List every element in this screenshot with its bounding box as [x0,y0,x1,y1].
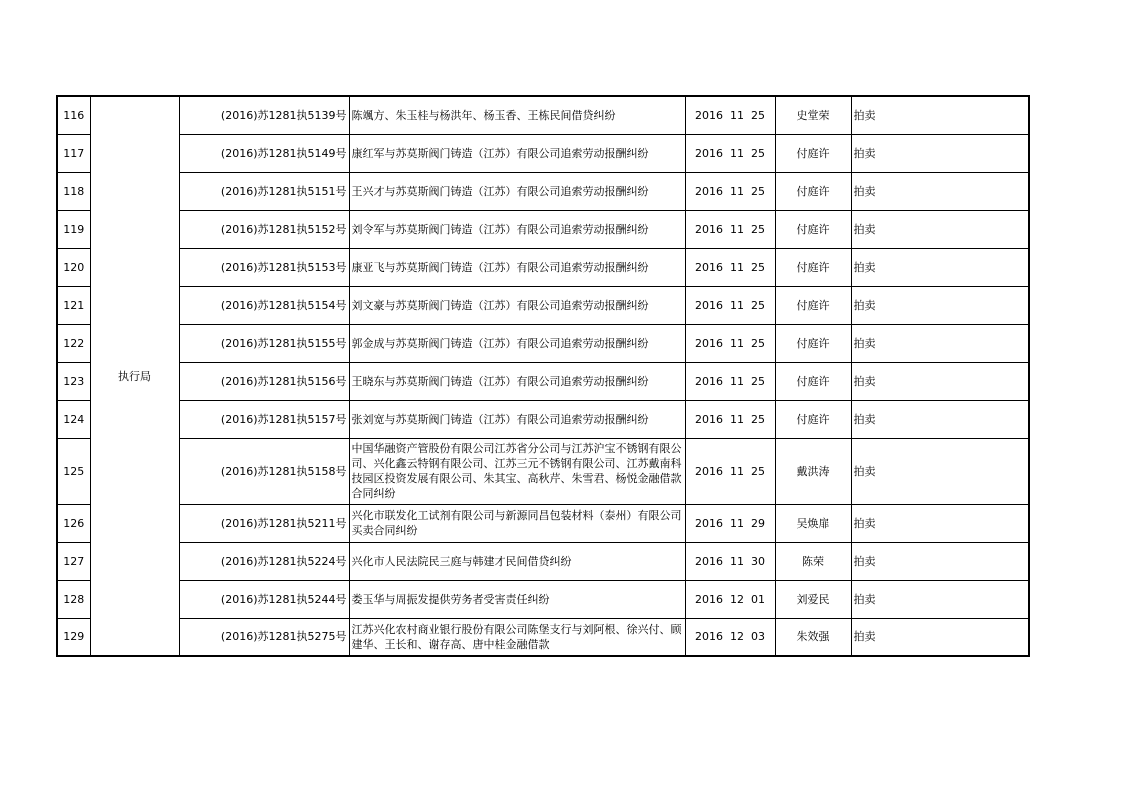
case-number: (2016)苏1281执5224号 [179,542,349,580]
case-cause [349,172,685,210]
case-cause [349,210,685,248]
case-number: (2016)苏1281执5152号 [179,210,349,248]
case-number: (2016)苏1281执5157号 [179,400,349,438]
filing-date: 2016 11 25 [685,400,775,438]
case-number: (2016)苏1281执5155号 [179,324,349,362]
row-number: 117 [57,134,90,172]
case-cause-text: 江苏兴化农村商业银行股份有限公司陈堡支行与刘阿根、徐兴付、顾建华、王长和、谢存高、唐中桂金融借款 [351,622,682,651]
table-row [57,504,1029,542]
case-cause-text: 兴化市人民法院民三庭与韩建才民间借贷纠纷 [351,554,572,568]
case-cause-text: 刘令军与苏莫斯阀门铸造（江苏）有限公司追索劳动报酬纠纷 [351,222,649,236]
case-cause-text: 陈颯方、朱玉桂与杨洪年、杨玉香、王栋民间借贷纠纷 [351,108,616,122]
case-number: (2016)苏1281执5158号 [179,438,349,504]
judge-name: 付庭许 [775,362,851,400]
disposal-method: 拍卖 [851,542,1029,580]
filing-date: 2016 11 25 [685,324,775,362]
filing-date: 2016 11 25 [685,134,775,172]
row-number: 123 [57,362,90,400]
department-cell: 执行局 [90,96,179,656]
disposal-method: 拍卖 [851,248,1029,286]
case-table [56,95,1030,657]
table-row [57,286,1029,324]
case-number: (2016)苏1281执5139号 [179,96,349,134]
disposal-method: 拍卖 [851,134,1029,172]
table-row [57,400,1029,438]
case-cause [349,286,685,324]
case-cause-text: 王兴才与苏莫斯阀门铸造（江苏）有限公司追索劳动报酬纠纷 [351,184,649,198]
filing-date: 2016 11 25 [685,438,775,504]
table-row [57,134,1029,172]
case-cause [349,504,685,542]
case-cause [349,248,685,286]
judge-name: 史堂荣 [775,96,851,134]
case-cause [349,438,685,504]
judge-name: 付庭许 [775,286,851,324]
row-number: 120 [57,248,90,286]
filing-date: 2016 11 25 [685,286,775,324]
table-row [57,580,1029,618]
judge-name: 付庭许 [775,400,851,438]
table-row [57,210,1029,248]
row-number: 122 [57,324,90,362]
case-cause-text: 康红军与苏莫斯阀门铸造（江苏）有限公司追索劳动报酬纠纷 [351,146,649,160]
row-number: 125 [57,438,90,504]
judge-name: 付庭许 [775,248,851,286]
row-number: 119 [57,210,90,248]
case-cause [349,324,685,362]
filing-date: 2016 11 30 [685,542,775,580]
judge-name: 付庭许 [775,324,851,362]
case-cause [349,618,685,656]
table-row [57,324,1029,362]
filing-date: 2016 12 01 [685,580,775,618]
case-cause-text: 王晓东与苏莫斯阀门铸造（江苏）有限公司追索劳动报酬纠纷 [351,374,649,388]
disposal-method: 拍卖 [851,96,1029,134]
filing-date: 2016 11 25 [685,96,775,134]
case-cause-text: 中国华融资产管股份有限公司江苏省分公司与江苏沪宝不锈钢有限公司、兴化鑫云特钢有限公司、江苏三元不锈钢有限公司、江苏戴南科技园区投资发展有限公司、朱其宝、高秋芹、朱雪君、杨悦金融借款合同纠纷 [351,442,682,500]
disposal-method: 拍卖 [851,172,1029,210]
case-number: (2016)苏1281执5156号 [179,362,349,400]
disposal-method: 拍卖 [851,362,1029,400]
row-number: 121 [57,286,90,324]
judge-name: 刘爱民 [775,580,851,618]
case-cause [349,362,685,400]
table-row [57,618,1029,656]
row-number: 124 [57,400,90,438]
case-number: (2016)苏1281执5149号 [179,134,349,172]
case-cause [349,400,685,438]
case-cause-text: 娄玉华与周振发提供劳务者受害责任纠纷 [351,592,550,606]
row-number: 128 [57,580,90,618]
case-number: (2016)苏1281执5153号 [179,248,349,286]
disposal-method: 拍卖 [851,324,1029,362]
table-row [57,438,1029,504]
row-number: 118 [57,172,90,210]
filing-date: 2016 11 25 [685,362,775,400]
table-row [57,362,1029,400]
row-number: 126 [57,504,90,542]
case-cause [349,134,685,172]
filing-date: 2016 11 25 [685,248,775,286]
case-cause-text: 张刘宽与苏莫斯阀门铸造（江苏）有限公司追索劳动报酬纠纷 [351,412,649,426]
case-cause [349,580,685,618]
disposal-method: 拍卖 [851,438,1029,504]
case-cause-text: 刘文豪与苏莫斯阀门铸造（江苏）有限公司追索劳动报酬纠纷 [351,298,649,312]
judge-name: 吴焕扉 [775,504,851,542]
filing-date: 2016 11 25 [685,172,775,210]
table-row [57,172,1029,210]
disposal-method: 拍卖 [851,618,1029,656]
case-number: (2016)苏1281执5211号 [179,504,349,542]
judge-name: 陈荣 [775,542,851,580]
disposal-method: 拍卖 [851,504,1029,542]
table-row [57,542,1029,580]
table-row [57,248,1029,286]
judge-name: 朱效强 [775,618,851,656]
disposal-method: 拍卖 [851,286,1029,324]
case-cause-text: 郭金成与苏莫斯阀门铸造（江苏）有限公司追索劳动报酬纠纷 [351,336,649,350]
filing-date: 2016 12 03 [685,618,775,656]
row-number: 116 [57,96,90,134]
case-number: (2016)苏1281执5151号 [179,172,349,210]
row-number: 129 [57,618,90,656]
case-cause [349,96,685,134]
judge-name: 付庭许 [775,210,851,248]
case-number: (2016)苏1281执5275号 [179,618,349,656]
disposal-method: 拍卖 [851,210,1029,248]
disposal-method: 拍卖 [851,580,1029,618]
case-cause [349,542,685,580]
table-row [57,96,1029,134]
case-cause-text: 康亚飞与苏莫斯阀门铸造（江苏）有限公司追索劳动报酬纠纷 [351,260,649,274]
case-cause-text: 兴化市联发化工试剂有限公司与新源同昌包装材料（泰州）有限公司买卖合同纠纷 [351,509,682,537]
case-number: (2016)苏1281执5244号 [179,580,349,618]
row-number: 127 [57,542,90,580]
filing-date: 2016 11 25 [685,210,775,248]
judge-name: 戴洪涛 [775,438,851,504]
filing-date: 2016 11 29 [685,504,775,542]
disposal-method: 拍卖 [851,400,1029,438]
case-number: (2016)苏1281执5154号 [179,286,349,324]
judge-name: 付庭许 [775,134,851,172]
judge-name: 付庭许 [775,172,851,210]
